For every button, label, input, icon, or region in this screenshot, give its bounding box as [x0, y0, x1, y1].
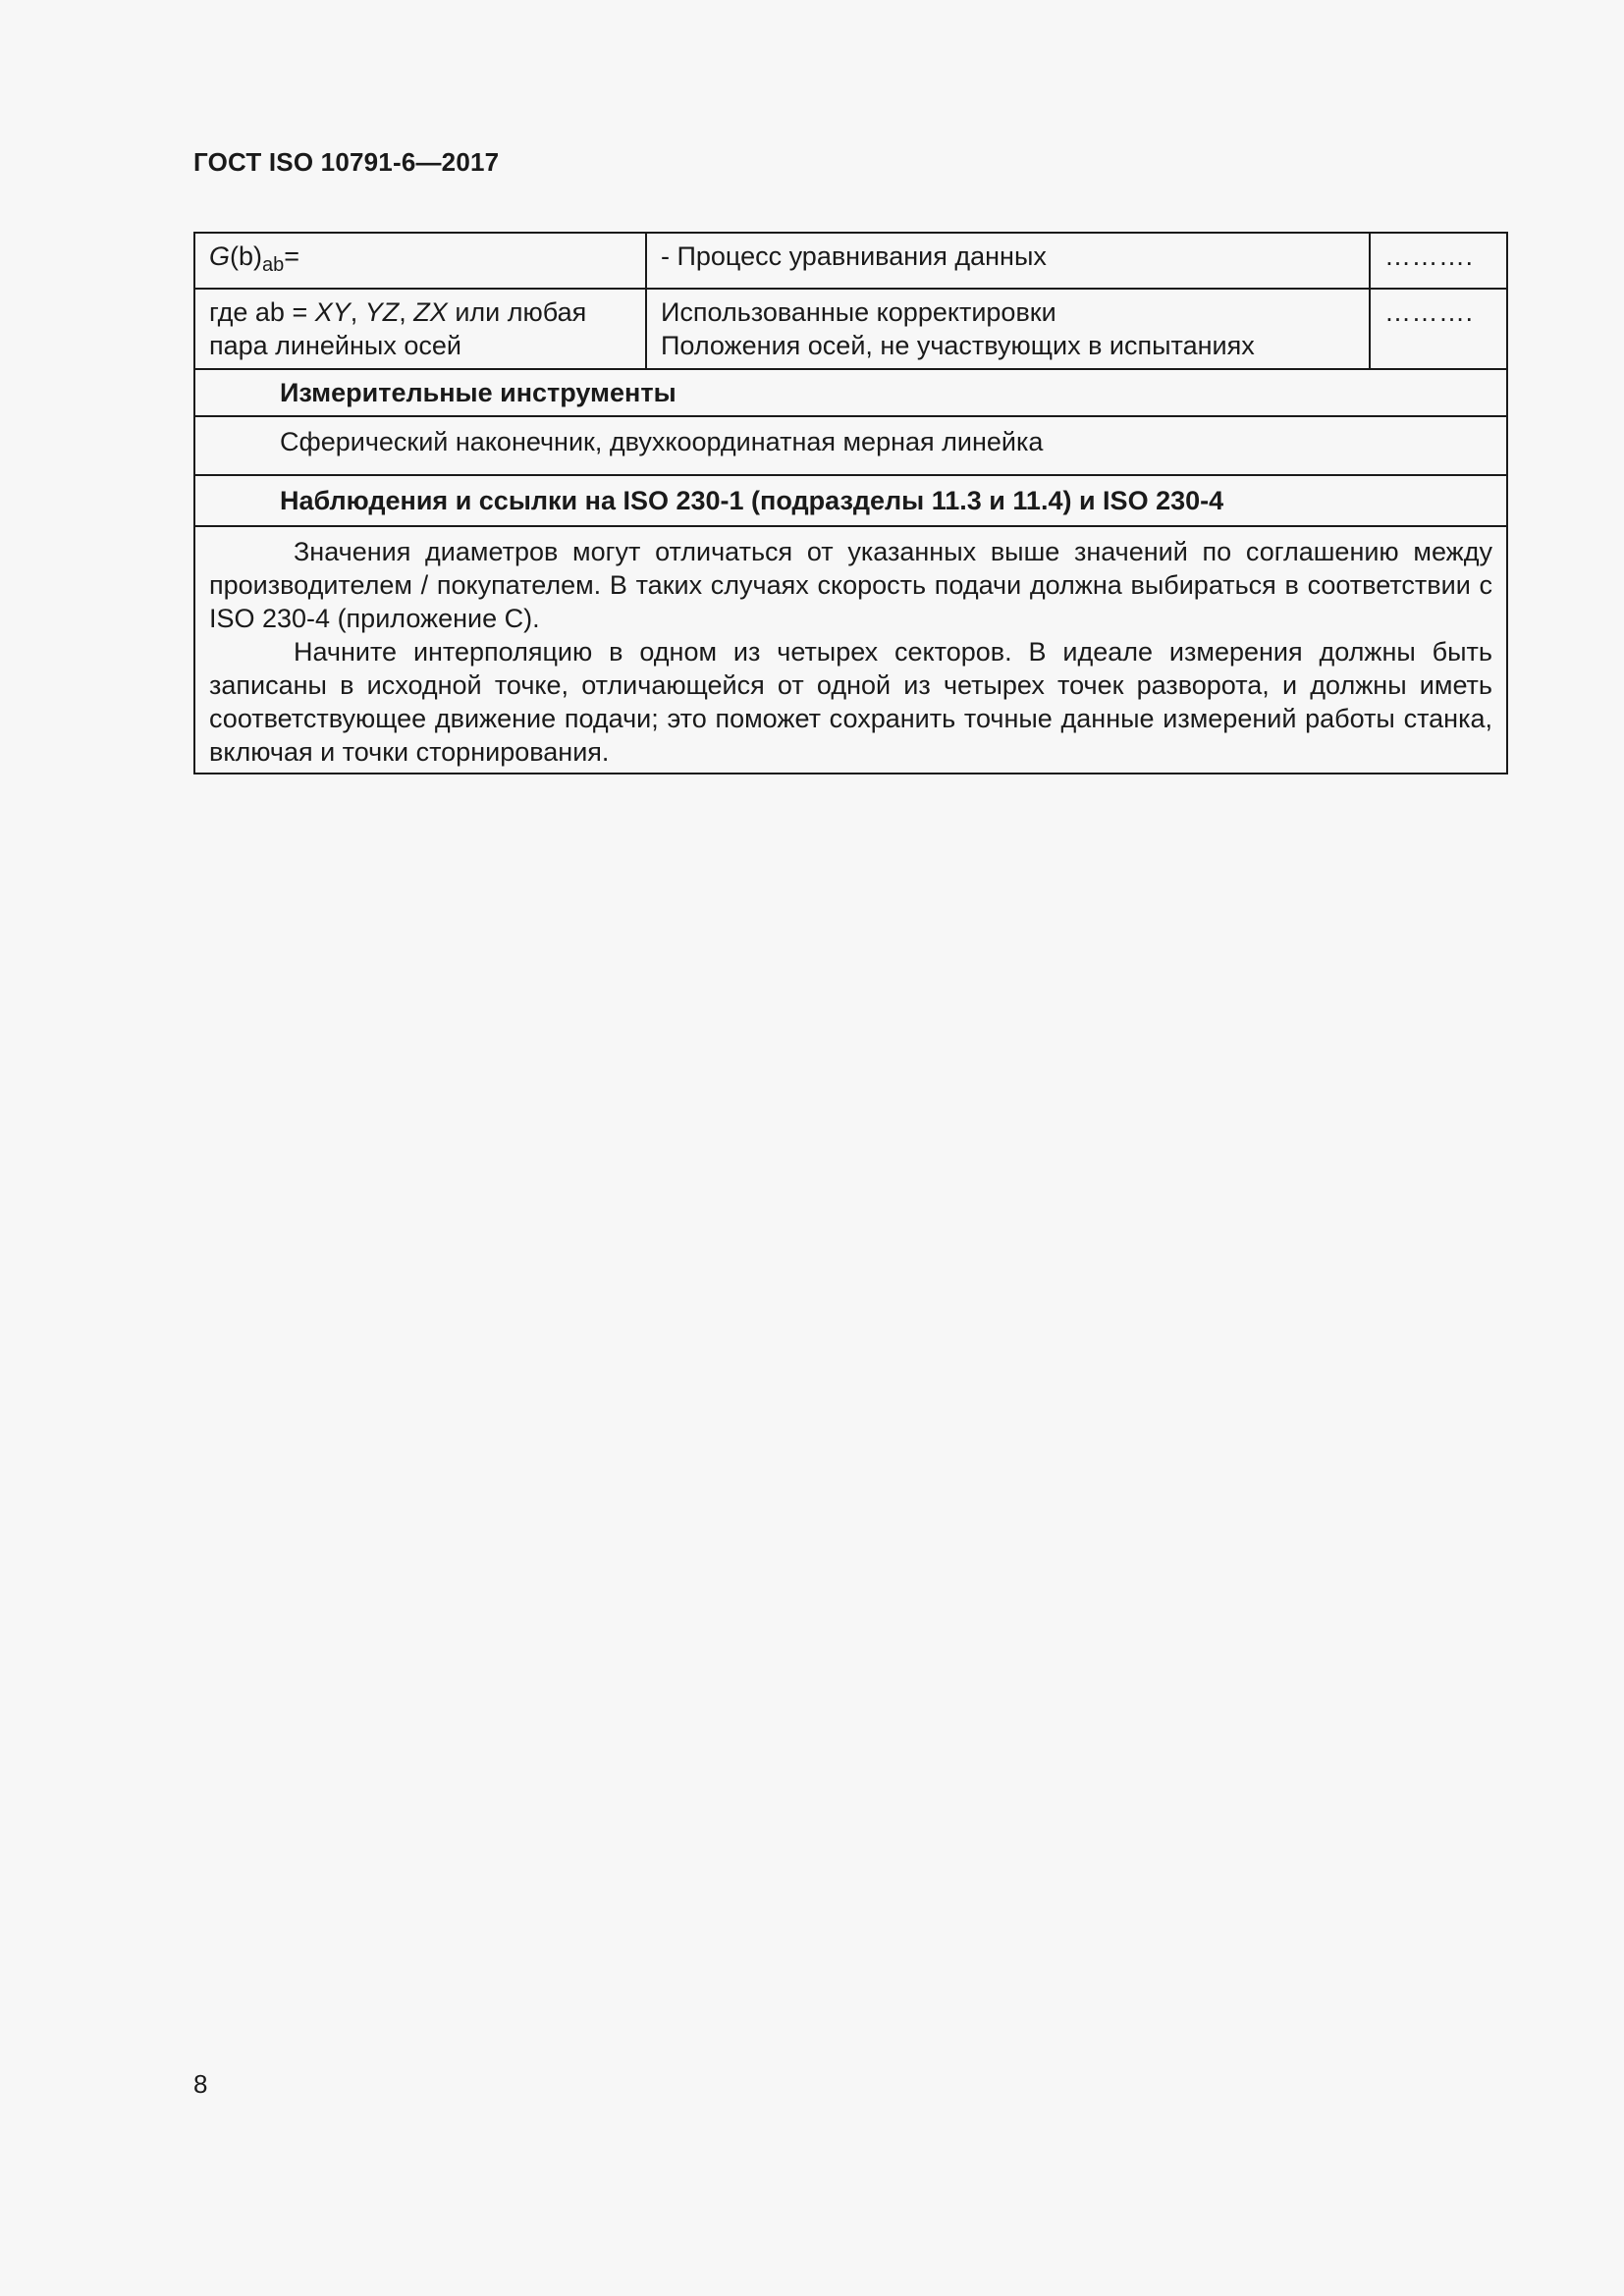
axis-separator-2: ,: [399, 297, 414, 327]
table-row-observations-heading: [194, 475, 1507, 526]
corrections-line: Использованные корректировки: [661, 297, 1056, 327]
corrections-value-cell: ……….: [1370, 289, 1507, 369]
axis-yz: YZ: [364, 297, 400, 327]
instruments-heading: Измерительные инструменты: [194, 369, 1507, 416]
process-description-cell: - Процесс уравнивания данных: [646, 233, 1370, 289]
axis-zx: ZX: [413, 297, 448, 327]
table-row-formula: [194, 233, 1507, 289]
observations-cell: [194, 526, 1507, 774]
observations-heading: Наблюдения и ссылки на ISO 230-1 (подразделы 11.3 и 11.4) и ISO 230-4: [194, 475, 1507, 526]
axis-separator-1: ,: [350, 297, 365, 327]
test-record-table: [193, 232, 1508, 774]
table-row-instruments: [194, 416, 1507, 475]
axes-positions-line: Положения осей, не участвующих в испытаниях: [661, 331, 1255, 360]
formula-argument: (b): [230, 241, 263, 271]
formula-cell: [194, 233, 646, 289]
axes-where-prefix: где ab =: [209, 297, 315, 327]
axis-xy: XY: [314, 297, 351, 327]
formula-symbol: G: [209, 241, 231, 271]
formula-subscript: ab: [262, 254, 285, 276]
table-row-observations: [194, 526, 1507, 774]
process-value-cell: ……….: [1370, 233, 1507, 289]
formula-equals: =: [284, 241, 300, 271]
page-number: 8: [193, 2069, 208, 2099]
table-row-axes: [194, 289, 1507, 369]
observations-paragraph-1: Значения диаметров могут отличаться от указанных выше значений по соглашению между производителем / покупателем. В таких случаях скорость подачи должна выбираться в соответствии с ISO 230-4 (приложение С).: [209, 537, 1492, 633]
axes-definition-cell: [194, 289, 646, 369]
instruments-text: Сферический наконечник, двухкоординатная мерная линейка: [194, 416, 1507, 475]
corrections-cell: [646, 289, 1370, 369]
table-row-instruments-heading: [194, 369, 1507, 416]
observations-paragraph-2: Начните интерполяцию в одном из четырех секторов. В идеале измерения должны быть записаны в исходной точке, отличающейся от одной из четырех точек разворота, и должны иметь соответствующее движение подачи; это поможет сохранить точные данные измерений работы станка, включая и точки сторнирования.: [209, 637, 1492, 767]
axes-where-suffix: или любая пара линейных осей: [209, 297, 587, 360]
document-header: ГОСТ ISO 10791-6—2017: [193, 147, 500, 177]
